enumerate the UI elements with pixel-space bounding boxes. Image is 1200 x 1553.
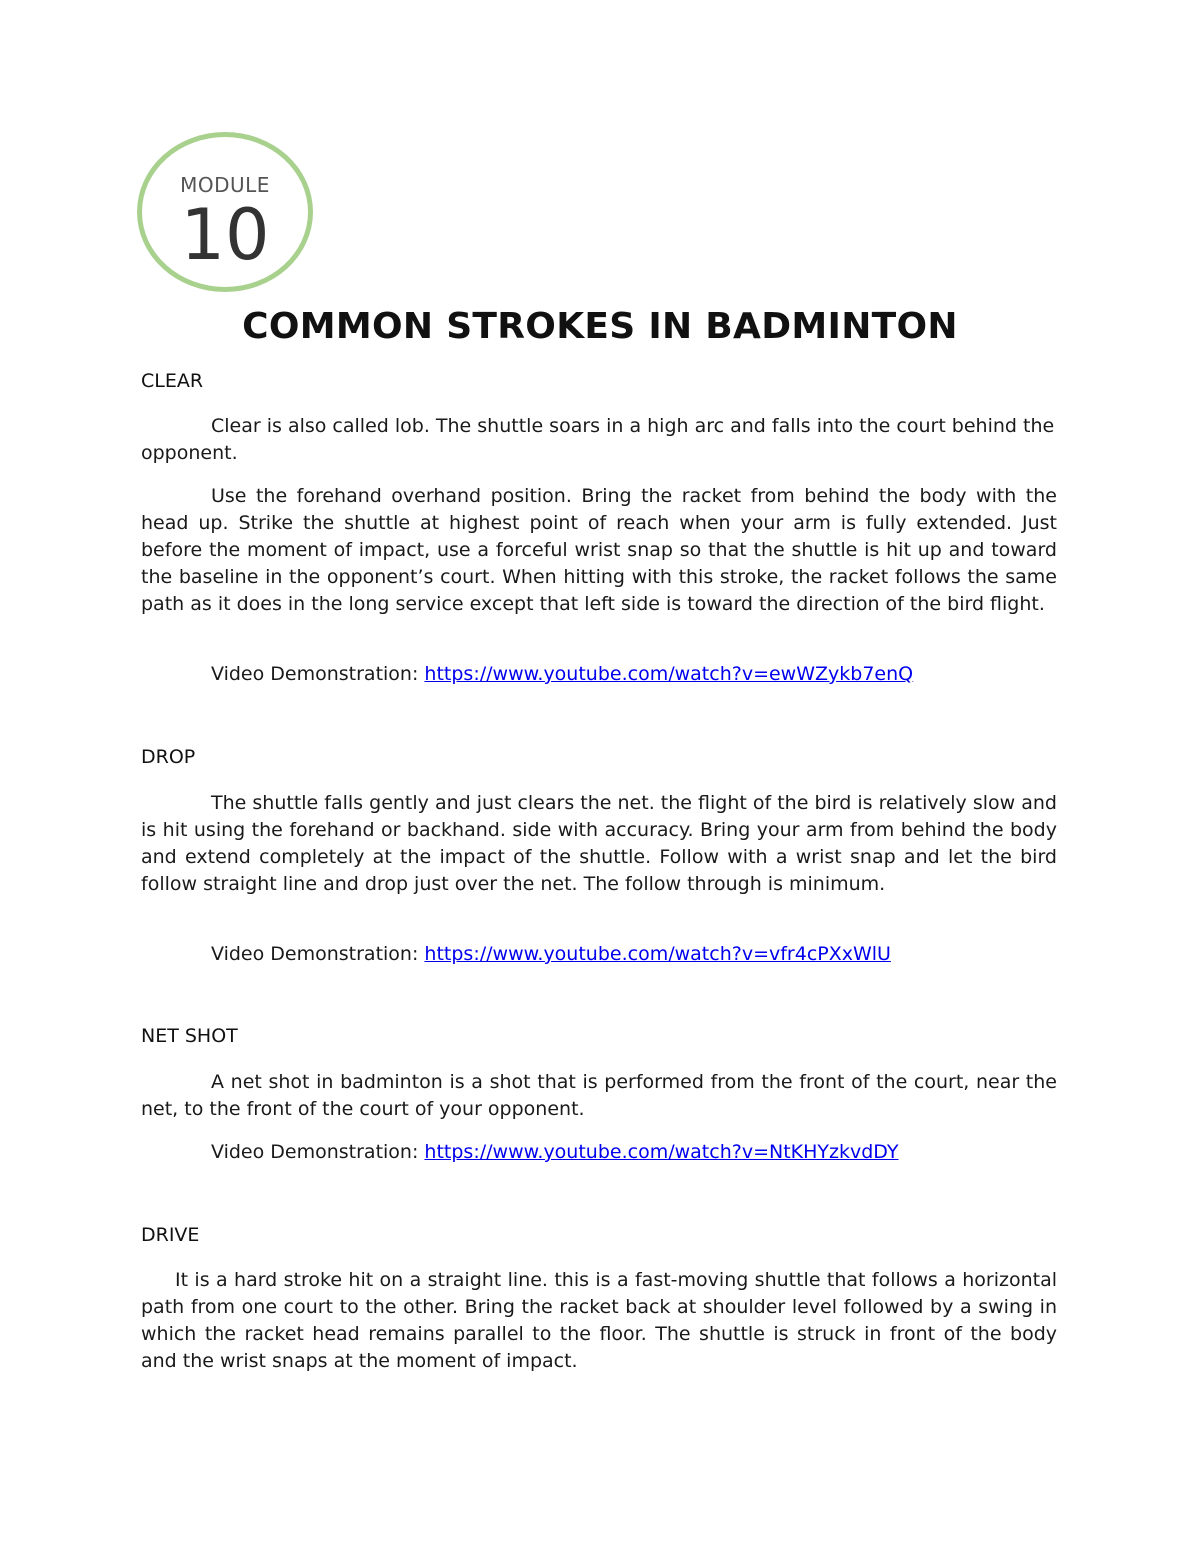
drop-video-line xyxy=(211,941,891,968)
section-heading-drop: DROP xyxy=(141,746,196,768)
module-number: 10 xyxy=(180,194,270,276)
clear-video-line xyxy=(211,661,913,688)
net-shot-paragraph-1: A net shot in badminton is a shot that is performed from the front of the court, near the net, to the front of the court of your opponent. xyxy=(141,1071,1057,1120)
page-title: COMMON STROKES IN BADMINTON xyxy=(242,306,958,347)
clear-paragraph-1: Clear is also called lob. The shuttle soars in a high arc and falls into the court behind the opponent. xyxy=(141,415,1055,464)
module-label: MODULE xyxy=(180,173,270,197)
clear-paragraph-2: Use the forehand overhand position. Bring the racket from behind the body with the head up. Strike the shuttle at highest point of reach when your arm is fully extended. Just before the moment of impact, use a forceful wrist snap so that the shuttle is hit up and toward the baseline in the opponent’s court. When hitting with this stroke, the racket follows the same path as it does in the long service except that left side is toward the direction of the bird flight. xyxy=(141,485,1057,615)
section-heading-drive: DRIVE xyxy=(141,1224,200,1246)
clear-video-link[interactable]: https://www.youtube.com/watch?v=ewWZykb7enQ xyxy=(424,663,914,685)
section-heading-clear: CLEAR xyxy=(141,370,204,392)
video-label: Video Demonstration: xyxy=(211,943,425,965)
module-badge xyxy=(137,132,313,292)
net-shot-video-link[interactable]: https://www.youtube.com/watch?v=NtKHYzkvdDY xyxy=(424,1141,899,1163)
drop-paragraph-1: The shuttle falls gently and just clears the net. the flight of the bird is relatively slow and is hit using the forehand or backhand. side with accuracy. Bring your arm from behind the body and extend completely at the impact of the shuttle. Follow with a wrist snap and let the bird follow straight line and drop just over the net. The follow through is minimum. xyxy=(141,792,1057,895)
drive-paragraph-1: It is a hard stroke hit on a straight line. this is a fast-moving shuttle that follows a horizontal path from one court to the other. Bring the racket back at shoulder level followed by a swing in which the racket head remains parallel to the floor. The shuttle is struck in front of the body and the wrist snaps at the moment of impact. xyxy=(141,1269,1057,1372)
video-label: Video Demonstration: xyxy=(211,1141,425,1163)
drop-video-link[interactable]: https://www.youtube.com/watch?v=vfr4cPXxWlU xyxy=(424,943,891,965)
net-shot-video-line xyxy=(211,1139,898,1166)
video-label: Video Demonstration: xyxy=(211,663,425,685)
section-heading-net-shot: NET SHOT xyxy=(141,1025,238,1047)
